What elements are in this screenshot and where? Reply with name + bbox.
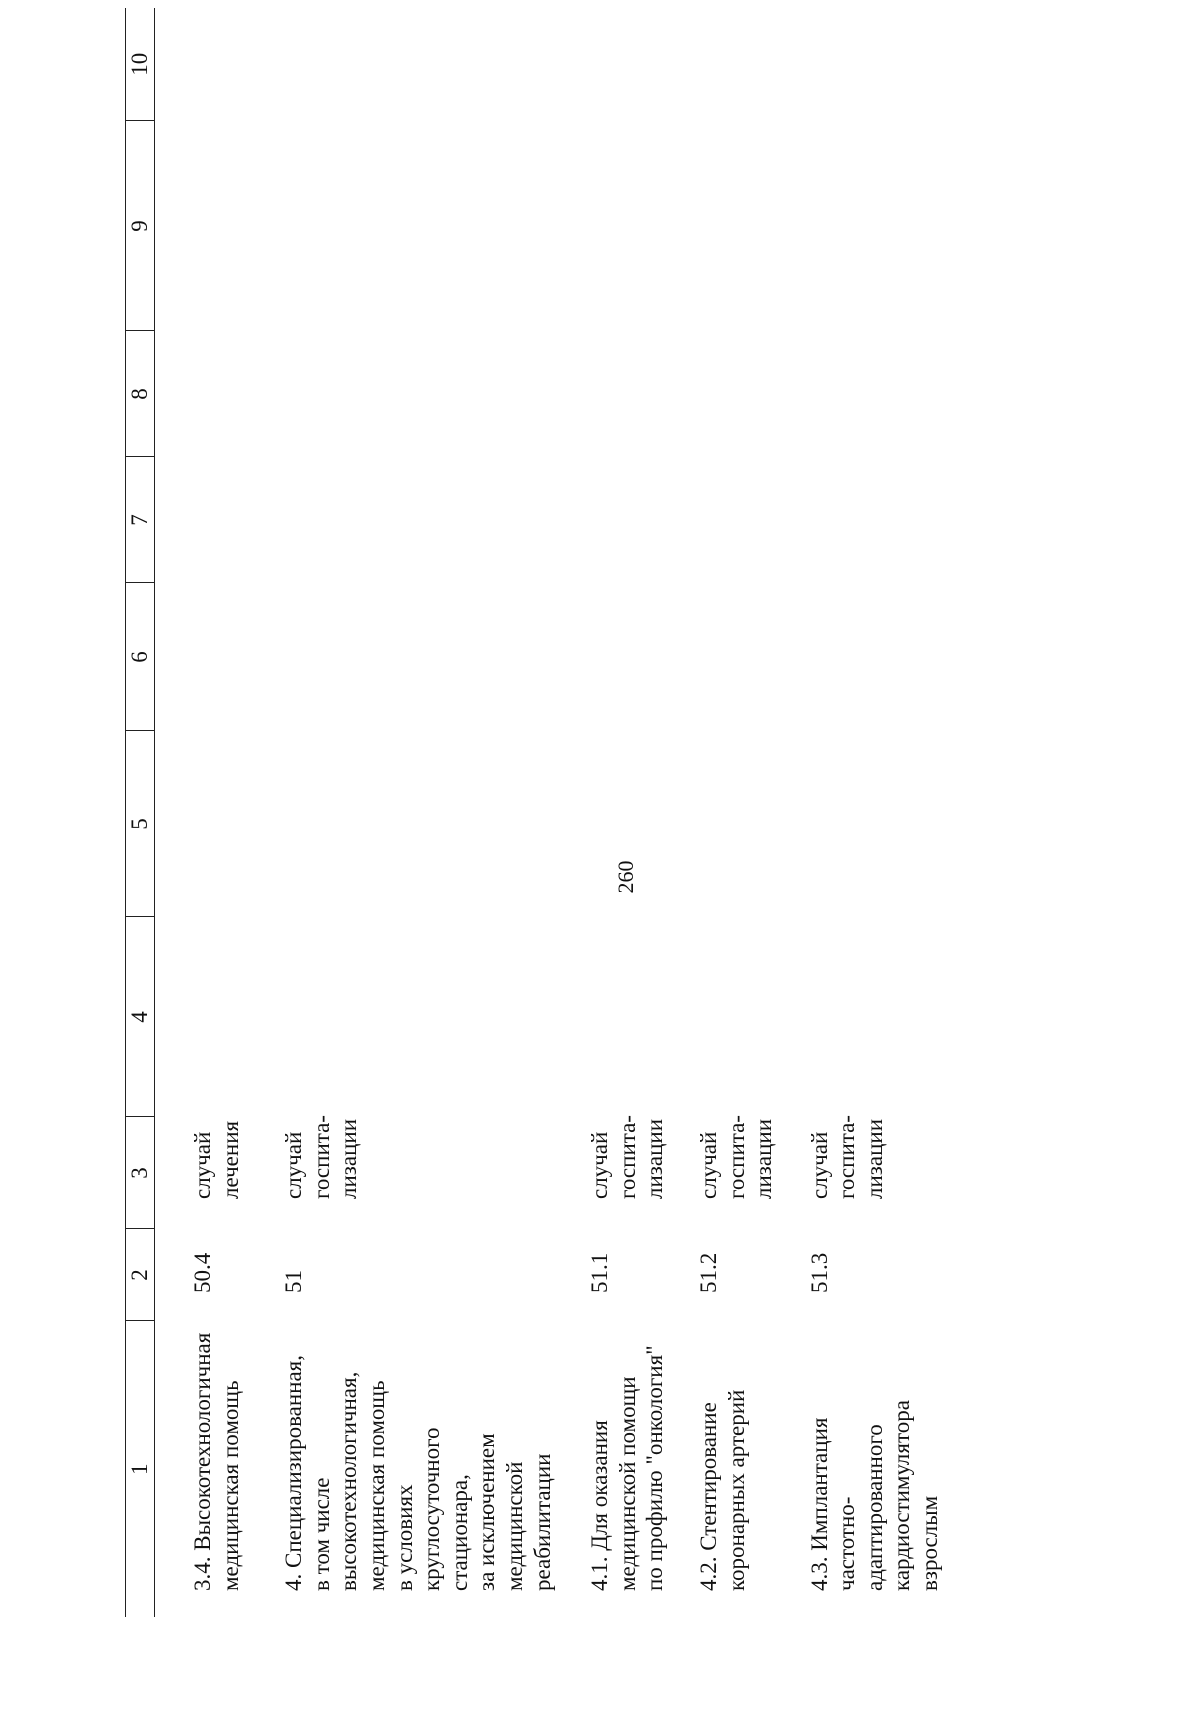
row-name: 4.2. Стентирование коронарных артерий [695,1389,749,1591]
row-unit: случай госпита- лизации [695,1115,777,1199]
row-name: 4. Специализированная, в том числе высокотехнологичная, медицинская помощь в условиях круглосуточного стационара, за исключением медицинской реабилитации [281,1355,555,1591]
table-row [669,8,778,1617]
row-unit: случай госпита- лизации [281,1115,362,1199]
column-header-10: 10 [126,8,155,121]
row-code: 51 [281,1270,307,1293]
header-row [126,8,155,1617]
column-header-1: 1 [126,1321,155,1617]
row-unit: случай госпита- лизации [587,1115,668,1199]
column-header-3: 3 [126,1117,155,1229]
row-code: 50.4 [190,1252,215,1293]
table-row [244,8,556,1617]
rotated-page [125,8,1195,1617]
column-header-4: 4 [126,917,155,1117]
row-name: 4.1. Для оказания медицинской помощи по профилю "онкология" [587,1345,668,1591]
row-unit: случай лечения [190,1120,243,1199]
column-header-2: 2 [126,1229,155,1321]
row-code: 51.3 [806,1252,832,1293]
column-header-6: 6 [126,583,155,731]
page-number: 260 [613,860,638,894]
table-row [778,8,944,1617]
column-header-7: 7 [126,457,155,583]
row-code: 51.1 [587,1252,613,1293]
table-row [556,8,669,1617]
table-row [155,8,245,1617]
row-name: 4.3. Имплантация частотно- адаптированного кардиостимулятора взрослым [806,1400,943,1591]
column-header-5: 5 [126,731,155,917]
row-name: 3.4. Высокотехнологичная медицинская помощь [190,1332,243,1591]
row-unit: случай госпита- лизации [806,1115,887,1199]
data-table [125,8,944,1617]
column-header-8: 8 [126,331,155,457]
column-header-9: 9 [126,121,155,331]
row-code: 51.2 [695,1252,721,1293]
